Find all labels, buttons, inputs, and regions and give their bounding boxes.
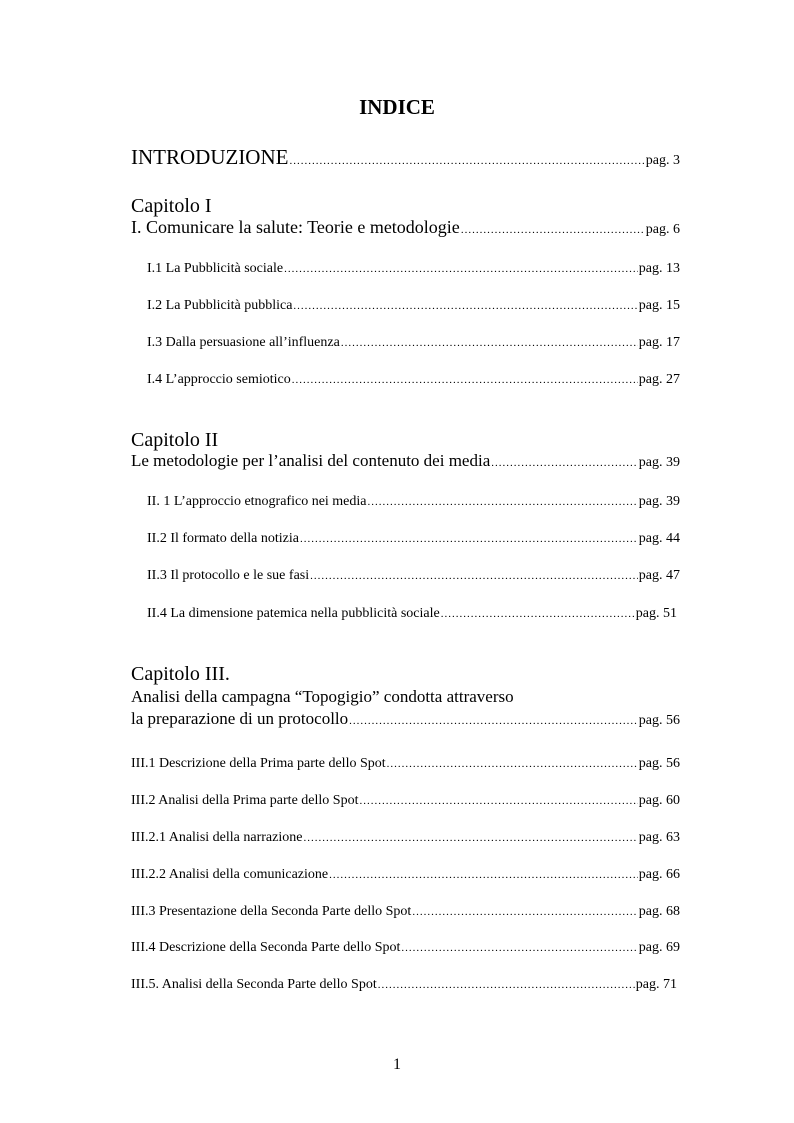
toc-entry-page: pag. 56 [638, 756, 680, 771]
toc-entry-label: III.2.2 Analisi della comunicazione [131, 867, 329, 882]
toc-entry-chapter-2-title[interactable] [131, 450, 680, 474]
toc-entry-label: II.2 Il formato della notizia [147, 531, 299, 546]
toc-entry-section-1-4[interactable] [147, 371, 680, 389]
toc-entry-label: III.5. Analisi della Seconda Parte dello Spot [131, 977, 377, 992]
dot-leader [292, 371, 638, 389]
dot-leader [359, 792, 637, 810]
toc-entry-page: pag. 39 [638, 455, 680, 470]
dot-leader [491, 452, 638, 474]
toc-entry-introduzione[interactable] [131, 144, 680, 174]
toc-entry-section-2-3[interactable] [147, 567, 680, 585]
dot-leader [284, 260, 638, 278]
toc-entry-label: II.3 Il protocollo e le sue fasi [147, 568, 310, 583]
toc-entry-label: I.3 Dalla persuasione all’influenza [147, 335, 340, 350]
toc-entry-page: pag. 71 [635, 977, 677, 992]
toc-entry-page: pag. 13 [638, 261, 680, 276]
dot-leader [300, 530, 638, 548]
dot-leader [289, 148, 644, 174]
dot-leader [441, 605, 635, 623]
page-title: INDICE [359, 95, 435, 119]
toc-entry-page: pag. 39 [638, 494, 680, 509]
toc-entry-page: pag. 6 [645, 222, 680, 237]
dot-leader [368, 493, 638, 511]
toc-entry-section-1-3[interactable] [147, 334, 680, 352]
dot-leader [378, 976, 635, 994]
toc-entry-label: III.1 Descrizione della Prima parte dello Spot [131, 756, 386, 771]
toc-entry-section-1-1[interactable] [147, 260, 680, 278]
dot-leader [341, 334, 638, 352]
toc-entry-page: pag. 69 [638, 940, 680, 955]
toc-entry-section-2-4[interactable] [147, 605, 677, 623]
chapter-1-heading: Capitolo I [131, 195, 212, 217]
toc-entry-page: pag. 15 [638, 298, 680, 313]
toc-entry-label: III.2.1 Analisi della narrazione [131, 830, 303, 845]
toc-entry-page: pag. 3 [645, 153, 680, 168]
dot-leader [412, 903, 637, 921]
toc-entry-page: pag. 27 [638, 372, 680, 387]
toc-entry-page: pag. 17 [638, 335, 680, 350]
toc-entry-page: pag. 44 [638, 531, 680, 546]
toc-entry-label: III.4 Descrizione della Seconda Parte dello Spot [131, 940, 401, 955]
toc-entry-label: III.2 Analisi della Prima parte dello Spot [131, 793, 359, 808]
dot-leader [329, 866, 638, 884]
toc-entry-label: INTRODUZIONE [131, 145, 289, 169]
toc-entry-page: pag. 60 [638, 793, 680, 808]
dot-leader [310, 567, 638, 585]
dot-leader [349, 710, 638, 732]
toc-entry-section-3-1[interactable] [131, 755, 680, 773]
toc-entry-label: I. Comunicare la salute: Teorie e metodologie [131, 217, 460, 237]
toc-entry-label: I.4 L’approccio semiotico [147, 372, 291, 387]
dot-leader [461, 219, 645, 241]
toc-entry-chapter-1-title[interactable] [131, 216, 680, 241]
dot-leader [401, 939, 637, 957]
page-number: 1 [393, 1056, 401, 1073]
dot-leader [293, 297, 637, 315]
chapter-3-title-line-1: Analisi della campagna “Topogigio” condotta attraverso [131, 687, 514, 706]
chapter-2-heading: Capitolo II [131, 429, 219, 451]
dot-leader [303, 829, 637, 847]
toc-entry-page: pag. 47 [638, 568, 680, 583]
toc-entry-page: pag. 51 [635, 606, 677, 621]
toc-entry-section-3-2[interactable] [131, 792, 680, 810]
toc-entry-section-3-4[interactable] [131, 939, 680, 957]
toc-entry-label: I.2 La Pubblicità pubblica [147, 298, 293, 313]
toc-entry-page: pag. 63 [638, 830, 680, 845]
toc-entry-page: pag. 56 [638, 713, 680, 728]
toc-entry-section-3-5[interactable] [131, 976, 677, 994]
toc-entry-section-2-1[interactable] [147, 493, 680, 511]
toc-entry-page: pag. 66 [638, 867, 680, 882]
toc-entry-chapter-3-title[interactable] [131, 708, 680, 732]
toc-entry-section-2-2[interactable] [147, 530, 680, 548]
dot-leader [387, 755, 638, 773]
toc-entry-label: II. 1 L’approccio etnografico nei media [147, 494, 367, 509]
toc-entry-label: III.3 Presentazione della Seconda Parte dello Spot [131, 904, 412, 919]
toc-entry-section-1-2[interactable] [147, 297, 680, 315]
toc-entry-label: II.4 La dimensione patemica nella pubblicità sociale [147, 606, 440, 621]
toc-entry-label: Le metodologie per l’analisi del contenuto dei media [131, 451, 491, 470]
toc-entry-label: I.1 La Pubblicità sociale [147, 261, 284, 276]
toc-entry-section-3-3[interactable] [131, 903, 680, 921]
toc-entry-section-3-2-1[interactable] [131, 829, 680, 847]
toc-entry-page: pag. 68 [638, 904, 680, 919]
chapter-3-heading: Capitolo III. [131, 663, 230, 685]
toc-entry-label: la preparazione di un protocollo [131, 709, 349, 728]
toc-entry-section-3-2-2[interactable] [131, 866, 680, 884]
